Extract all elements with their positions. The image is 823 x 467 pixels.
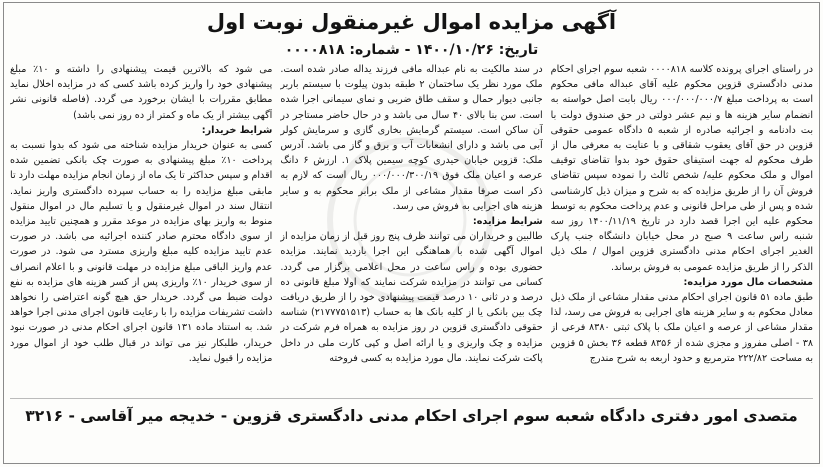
notice-date-number: تاریخ: ۱۴۰۰/۱۰/۲۶ - شماره: ۰۰۰۰۸۱۸ [284, 42, 539, 58]
footer-divider [10, 398, 813, 399]
paragraph: در سند مالکیت به نام عبداله مافی فرزند یداله صادر شده است. ملک مورد نظر یک ساختمان ۲ طبقه بدون پیلوت با سیستم باربر جانبی دیوار حمال و سقف طاق ضربی و نمای سیمانی اجرا شده است. سن بنا بالای ۴۰ سال می باشد و در حال حاضر مستاجر در آن ساکن است. سیستم گرمایش بخاری گازی و سرمایش کولر آبی می باشد و دارای انشعابات آب و برق و گاز می باشد. آدرس ملک: قزوین خیابان حیدری کوچه سیمین پلاک ۱. ارزش ۶ دانگ عرصه و اعیان ملک فوق ۰۰۰/۰۰۰/۳۰۰/۱۹ ریال است که لازم به ذکر است صرفا مقدار مشاعی از ملک برابر محکوم به و سایر هزینه های اجرایی به فروش می رسد. [280, 64, 543, 212]
section-heading: شرایط خریدار: [201, 124, 273, 136]
notice-title: آگهی مزایده اموال غیرمنقول نوبت اول [206, 10, 617, 34]
column-right [551, 62, 813, 396]
section-heading: مشخصات مال مورد مزایده: [683, 276, 813, 288]
paragraph: کسی به عنوان خریدار مزایده شناخته می شود که بدوا نسبت به پرداخت ۱۰٪ مبلغ پیشنهادی به صورت چک بانکی تضمین شده اقدام و سپس حداکثر تا یک ماه از زمان انجام مزایده مهلت دارد تا مابقی مبلغ مزایده را به حساب سپرده دادگستری واریز نماید. انتقال سند در اموال غیرمنقول و یا تسلیم مال در اموال منقول منوط به واریز بهای مزایده در موعد مقرر و همچنین تایید مزایده از سوی دادگاه محترم صادر کننده اجرائیه می باشد. در صورت عدم تایید مزایده کلیه مبلغ واریزی مسترد می شود. در صورت عدم واریز الباقی مبلغ مزایده در مهلت قانونی و با اعلام انصراف از سوی خریدار ۱۰٪ واریزی پس از کسر هزینه های مزایده به نفع دولت ضبط می گردد. خریدار حق هیچ گونه اعتراضی را نخواهد داشت تشریفات مزایده را با رعایت قانون اجرای مدنی اجرا خواهد شد. به استناد ماده ۱۳۱ قانون اجرای احکام مدنی در صورت نبود خریدار، طلبکار نیز می تواند در قبال طلب خود از اموال مورد مزایده را قبول نماید. [10, 140, 273, 364]
paragraph: در راستای اجرای پرونده کلاسه ۰۰۰۰۸۱۸ شعبه سوم اجرای احکام مدنی دادگستری قزوین محکوم علیه آقای عبداله مافی محکوم است به پرداخت مبلغ ۰۰۰/۰۰۰/۰۰۰/۷ ریال بابت اصل خواسته به انضمام سایر هزینه ها و نیم عشر دولتی در حق صندوق دولت با بت دادنامه و اجرائیه صادره از شعبه ۵ دادگاه عمومی حقوقی قزوین در حق آقای یعقوب شقاقی و با عنایت به معرفی مال از طرف محکوم له جهت استیفای حقوق خود بدوا تقاضای توقیف اموال و ملک محکوم علیه/ شخص ثالث را نموده سپس تقاضای فروش آن را از طریق مزایده که به شرح و میزان ذیل کارشناسی شده و پس از طی مراحل قانونی و عدم پرداخت محکوم به توسط محکوم علیه این اجرا قصد دارد در تاریخ ۱۴۰۰/۱۱/۱۹ روز سه شنبه راس ساعت ۹ صبح در محل خیابان دانشگاه جنب پارک الغدیر اجرای احکام مدنی دادگستری قزوین اموال / ملک ذیل الذکر را از طریق مزایده عمومی به فروش برساند. [550, 64, 813, 273]
column-left [10, 62, 272, 396]
paragraph: طالبین و خریداران می توانند ظرف پنج روز قبل از زمان مزایده از اموال آگهی شده با هماهنگی این اجرا بازدید نمایند. مزایده حضوری بوده و راس ساعت در محل اعلامی برگزار می گردد. کسانی می توانند در مزایده شرکت نمایند که اولا مبلغ قانونی ده درصد و در ثانی ۱۰ درصد قیمت پیشنهادی خود را از طریق دریافت چک بین بانکی یا از کلیه بانک ها به حساب (۲۱۷۷۷۵۱۵۱۳) شناسه حقوقی دادگستری قزوین در روز مزایده به همراه فرم شرکت در مزایده و چک واریزی و یا ارائه اصل و کپی کارت ملی در داخل پاکت شرکت نمایند. مال مورد مزایده به کسی فروخته [280, 231, 543, 364]
column-middle [280, 62, 542, 396]
section-heading: شرایط مزایده: [472, 216, 543, 228]
signature-line: متصدی امور دفتری دادگاه شعبه سوم اجرای احکام مدنی دادگستری قزوین - خدیجه میر آقاسی - ۳۲۱۶ [25, 407, 798, 425]
paragraph: طبق ماده ۵۱ قانون اجرای احکام مدنی مقدار مشاعی از ملک ذیل معادل محکوم به و سایر هزینه های اجرایی به فروش می رسد، لذا مقدار مشاعی از عرصه و اعیان ملک با پلاک ثبتی ۸۳۸۰ فرعی از ۳۸ - اصلی مفروز و مجزی شده از ۸۳۵۶ قطعه ۳۶ بخش ۵ قزوین به مساحت ۲۲۲/۸۲ مترمربع و حدود اربعه به شرح مندرج [550, 292, 813, 364]
paragraph: می شود که بالاترین قیمت پیشنهادی را داشته و ۱۰٪ مبلغ پیشنهادی خود را واریز کرده باشد کسی که در مزایده اخلال نماید مطابق مقررات با ایشان برخورد می گردد. (فاصله قانونی نشر آگهی بیشتر از یک ماه و کمتر از ده روز نمی باشد) [10, 64, 273, 121]
notice-body [10, 62, 813, 396]
